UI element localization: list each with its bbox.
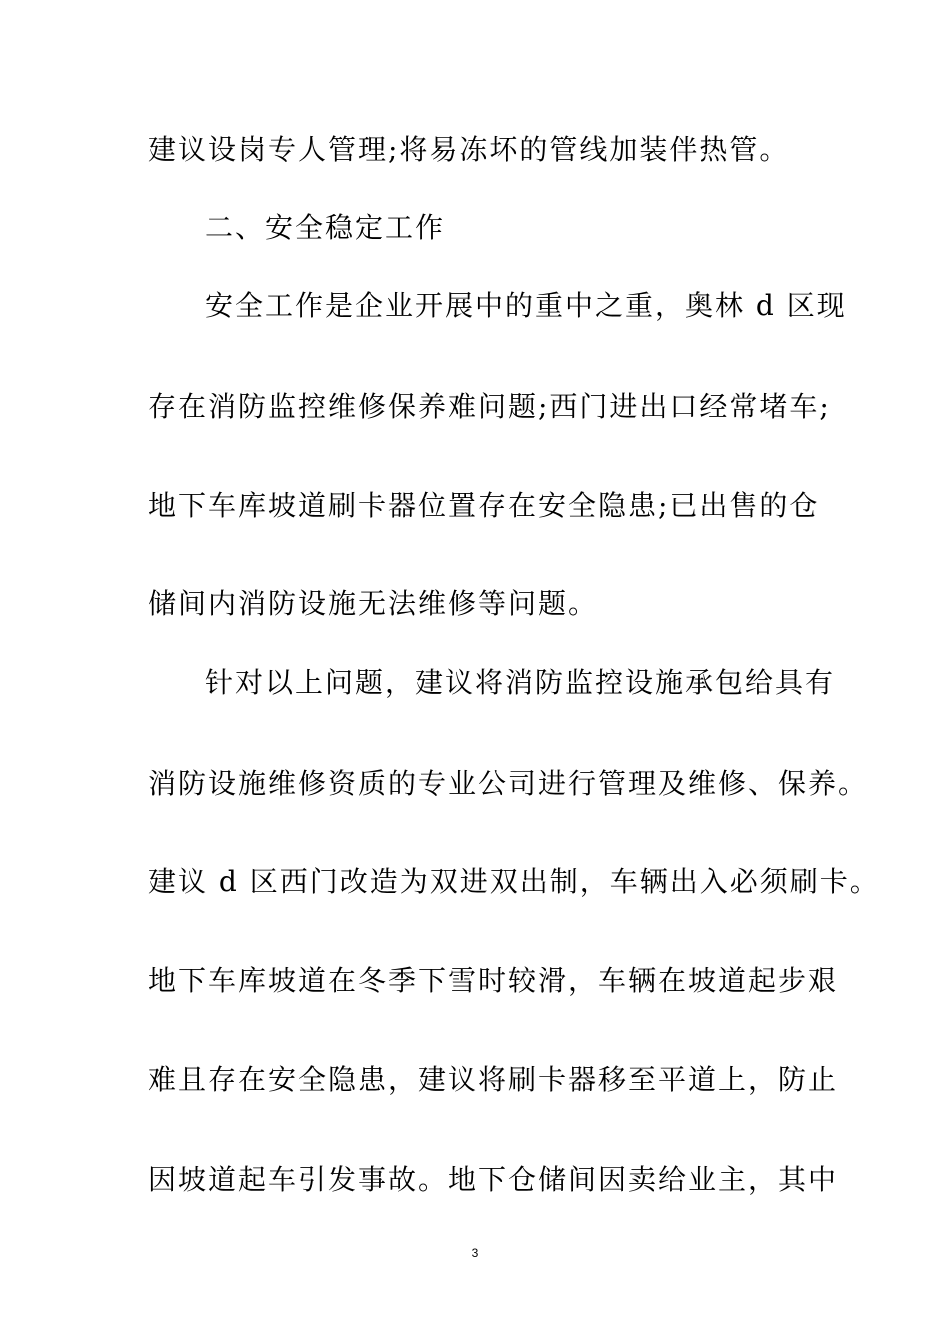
text-line-6: 储间内消防设施无法维修等问题。 — [148, 587, 599, 620]
text-line-8: 消防设施维修资质的专业公司进行管理及维修、保养。 — [148, 767, 869, 800]
text-line-10: 地下车库坡道在冬季下雪时较滑，车辆在坡道起步艰 — [148, 964, 839, 997]
page-number: 3 — [471, 1246, 479, 1260]
text-line-11: 难且存在安全隐患，建议将刷卡器移至平道上，防止 — [148, 1063, 839, 1096]
text-line-7: 针对以上问题，建议将消防监控设施承包给具有 — [205, 666, 836, 699]
section-heading: 二、安全稳定工作 — [205, 211, 446, 244]
text-line-4: 存在消防监控维修保养难问题;西门进出口经常堵车; — [148, 390, 831, 423]
text-line-5: 地下车库坡道刷卡器位置存在安全隐患;已出售的仓 — [148, 489, 820, 522]
text-line-1: 建议设岗专人管理;将易冻坏的管线加装伴热管。 — [148, 133, 790, 166]
text-line-3: 安全工作是企业开展中的重中之重，奥林 d 区现 — [205, 289, 847, 322]
text-line-9: 建议 d 区西门改造为双进双出制，车辆出入必须刷卡。 — [148, 865, 880, 898]
text-line-12: 因坡道起车引发事故。地下仓储间因卖给业主，其中 — [148, 1163, 839, 1196]
